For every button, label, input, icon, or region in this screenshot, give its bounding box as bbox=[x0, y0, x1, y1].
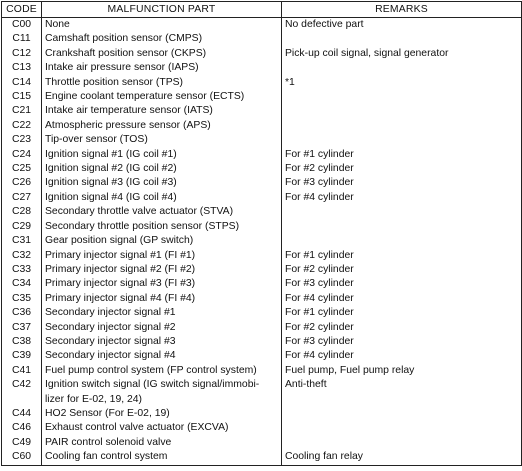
cell-remarks bbox=[282, 61, 522, 75]
cell-malfunction-part: Gear position signal (GP switch) bbox=[42, 234, 282, 248]
cell-malfunction-part: Primary injector signal #2 (FI #2) bbox=[42, 263, 282, 277]
table-row bbox=[2, 205, 522, 219]
cell-remarks bbox=[282, 407, 522, 421]
cell-malfunction-part: Fuel pump control system (FP control system) bbox=[42, 364, 282, 378]
table-row bbox=[2, 104, 522, 118]
cell-remarks: For #4 cylinder bbox=[282, 349, 522, 363]
cell-remarks bbox=[282, 133, 522, 147]
cell-malfunction-part: Engine coolant temperature sensor (ECTS) bbox=[42, 90, 282, 104]
cell-remarks: For #1 cylinder bbox=[282, 306, 522, 320]
cell-malfunction-part: Intake air pressure sensor (IAPS) bbox=[42, 61, 282, 75]
cell-remarks: For #3 cylinder bbox=[282, 277, 522, 291]
cell-remarks bbox=[282, 421, 522, 435]
cell-malfunction-part: Atmospheric pressure sensor (APS) bbox=[42, 119, 282, 133]
cell-malfunction-part: Secondary throttle valve actuator (STVA) bbox=[42, 205, 282, 219]
cell-code: C15 bbox=[2, 90, 42, 104]
table-row bbox=[2, 76, 522, 90]
cell-remarks bbox=[282, 234, 522, 248]
cell-code: C27 bbox=[2, 191, 42, 205]
cell-remarks: For #2 cylinder bbox=[282, 263, 522, 277]
cell-remarks: Cooling fan relay bbox=[282, 450, 522, 465]
table-row bbox=[2, 306, 522, 320]
table-row bbox=[2, 32, 522, 46]
cell-malfunction-part: None bbox=[42, 18, 282, 33]
cell-remarks: For #3 cylinder bbox=[282, 335, 522, 349]
cell-malfunction-part: Cooling fan control system bbox=[42, 450, 282, 465]
cell-malfunction-part: Intake air temperature sensor (IATS) bbox=[42, 104, 282, 118]
table-row bbox=[2, 176, 522, 190]
cell-remarks bbox=[282, 436, 522, 450]
cell-malfunction-part: Ignition signal #2 (IG coil #2) bbox=[42, 162, 282, 176]
cell-remarks bbox=[282, 32, 522, 46]
cell-code: C22 bbox=[2, 119, 42, 133]
cell-malfunction-part-line-1: Ignition switch signal (IG switch signal/immobi- bbox=[45, 379, 260, 391]
cell-malfunction-part: PAIR control solenoid valve bbox=[42, 436, 282, 450]
cell-malfunction-part: Primary injector signal #3 (FI #3) bbox=[42, 277, 282, 291]
cell-code: C42 bbox=[2, 378, 42, 407]
malfunction-code-table bbox=[1, 1, 522, 466]
cell-code: C44 bbox=[2, 407, 42, 421]
cell-code: C29 bbox=[2, 220, 42, 234]
table-row bbox=[2, 148, 522, 162]
cell-malfunction-part: Secondary injector signal #2 bbox=[42, 321, 282, 335]
cell-malfunction-part: Crankshaft position sensor (CKPS) bbox=[42, 47, 282, 61]
cell-remarks: *1 bbox=[282, 76, 522, 90]
cell-malfunction-part: Secondary throttle position sensor (STPS) bbox=[42, 220, 282, 234]
table-row bbox=[2, 47, 522, 61]
cell-code: C28 bbox=[2, 205, 42, 219]
cell-code: C21 bbox=[2, 104, 42, 118]
table-row bbox=[2, 364, 522, 378]
table-row bbox=[2, 436, 522, 450]
cell-malfunction-part: Secondary injector signal #3 bbox=[42, 335, 282, 349]
cell-remarks: For #4 cylinder bbox=[282, 292, 522, 306]
cell-code: C37 bbox=[2, 321, 42, 335]
cell-code: C11 bbox=[2, 32, 42, 46]
table-row bbox=[2, 421, 522, 435]
cell-malfunction-part: HO2 Sensor (For E-02, 19) bbox=[42, 407, 282, 421]
table-row bbox=[2, 321, 522, 335]
cell-malfunction-part: Exhaust control valve actuator (EXCVA) bbox=[42, 421, 282, 435]
cell-malfunction-part bbox=[42, 378, 282, 407]
cell-malfunction-part: Throttle position sensor (TPS) bbox=[42, 76, 282, 90]
cell-code: C46 bbox=[2, 421, 42, 435]
table-row bbox=[2, 191, 522, 205]
cell-code: C36 bbox=[2, 306, 42, 320]
table-row bbox=[2, 407, 522, 421]
cell-remarks: For #3 cylinder bbox=[282, 176, 522, 190]
table-row bbox=[2, 450, 522, 465]
table-header-row bbox=[2, 2, 522, 18]
cell-remarks: Fuel pump, Fuel pump relay bbox=[282, 364, 522, 378]
table-row bbox=[2, 249, 522, 263]
cell-malfunction-part: Ignition signal #1 (IG coil #1) bbox=[42, 148, 282, 162]
cell-remarks: For #4 cylinder bbox=[282, 191, 522, 205]
table-row bbox=[2, 162, 522, 176]
table-row bbox=[2, 133, 522, 147]
header-malfunction-part: MALFUNCTION PART bbox=[42, 2, 282, 18]
cell-code: C25 bbox=[2, 162, 42, 176]
cell-malfunction-part: Ignition signal #4 (IG coil #4) bbox=[42, 191, 282, 205]
cell-code: C23 bbox=[2, 133, 42, 147]
cell-malfunction-part-line-2: lizer for E-02, 19, 24) bbox=[45, 393, 143, 405]
table-row bbox=[2, 263, 522, 277]
cell-code: C35 bbox=[2, 292, 42, 306]
cell-remarks: For #2 cylinder bbox=[282, 162, 522, 176]
cell-code: C39 bbox=[2, 349, 42, 363]
cell-remarks bbox=[282, 90, 522, 104]
cell-malfunction-part: Secondary injector signal #1 bbox=[42, 306, 282, 320]
cell-code: C13 bbox=[2, 61, 42, 75]
table-row bbox=[2, 349, 522, 363]
table-row bbox=[2, 119, 522, 133]
cell-malfunction-part: Primary injector signal #1 (FI #1) bbox=[42, 249, 282, 263]
cell-code: C34 bbox=[2, 277, 42, 291]
cell-remarks: Anti-theft bbox=[282, 378, 522, 407]
cell-remarks: For #2 cylinder bbox=[282, 321, 522, 335]
table-row bbox=[2, 378, 522, 407]
table-row bbox=[2, 90, 522, 104]
cell-code: C33 bbox=[2, 263, 42, 277]
cell-malfunction-part: Ignition signal #3 (IG coil #3) bbox=[42, 176, 282, 190]
cell-code: C49 bbox=[2, 436, 42, 450]
cell-code: C60 bbox=[2, 450, 42, 465]
cell-code: C41 bbox=[2, 364, 42, 378]
cell-malfunction-part: Tip-over sensor (TOS) bbox=[42, 133, 282, 147]
cell-remarks bbox=[282, 205, 522, 219]
cell-code: C26 bbox=[2, 176, 42, 190]
table-row bbox=[2, 220, 522, 234]
cell-code: C14 bbox=[2, 76, 42, 90]
table-row bbox=[2, 292, 522, 306]
cell-malfunction-part: Primary injector signal #4 (FI #4) bbox=[42, 292, 282, 306]
table-row bbox=[2, 61, 522, 75]
malfunction-code-table-wrapper bbox=[1, 1, 522, 466]
table-row bbox=[2, 234, 522, 248]
cell-remarks: No defective part bbox=[282, 18, 522, 33]
cell-code: C24 bbox=[2, 148, 42, 162]
cell-code: C38 bbox=[2, 335, 42, 349]
header-code: CODE bbox=[2, 2, 42, 18]
cell-remarks bbox=[282, 119, 522, 133]
cell-code: C00 bbox=[2, 18, 42, 33]
cell-code: C12 bbox=[2, 47, 42, 61]
cell-remarks bbox=[282, 220, 522, 234]
cell-remarks bbox=[282, 104, 522, 118]
cell-malfunction-part: Camshaft position sensor (CMPS) bbox=[42, 32, 282, 46]
cell-remarks: For #1 cylinder bbox=[282, 148, 522, 162]
cell-code: C32 bbox=[2, 249, 42, 263]
table-row bbox=[2, 277, 522, 291]
cell-code: C31 bbox=[2, 234, 42, 248]
table-row bbox=[2, 335, 522, 349]
cell-malfunction-part: Secondary injector signal #4 bbox=[42, 349, 282, 363]
cell-remarks: For #1 cylinder bbox=[282, 249, 522, 263]
table-row bbox=[2, 18, 522, 33]
header-remarks: REMARKS bbox=[282, 2, 522, 18]
cell-remarks: Pick-up coil signal, signal generator bbox=[282, 47, 522, 61]
